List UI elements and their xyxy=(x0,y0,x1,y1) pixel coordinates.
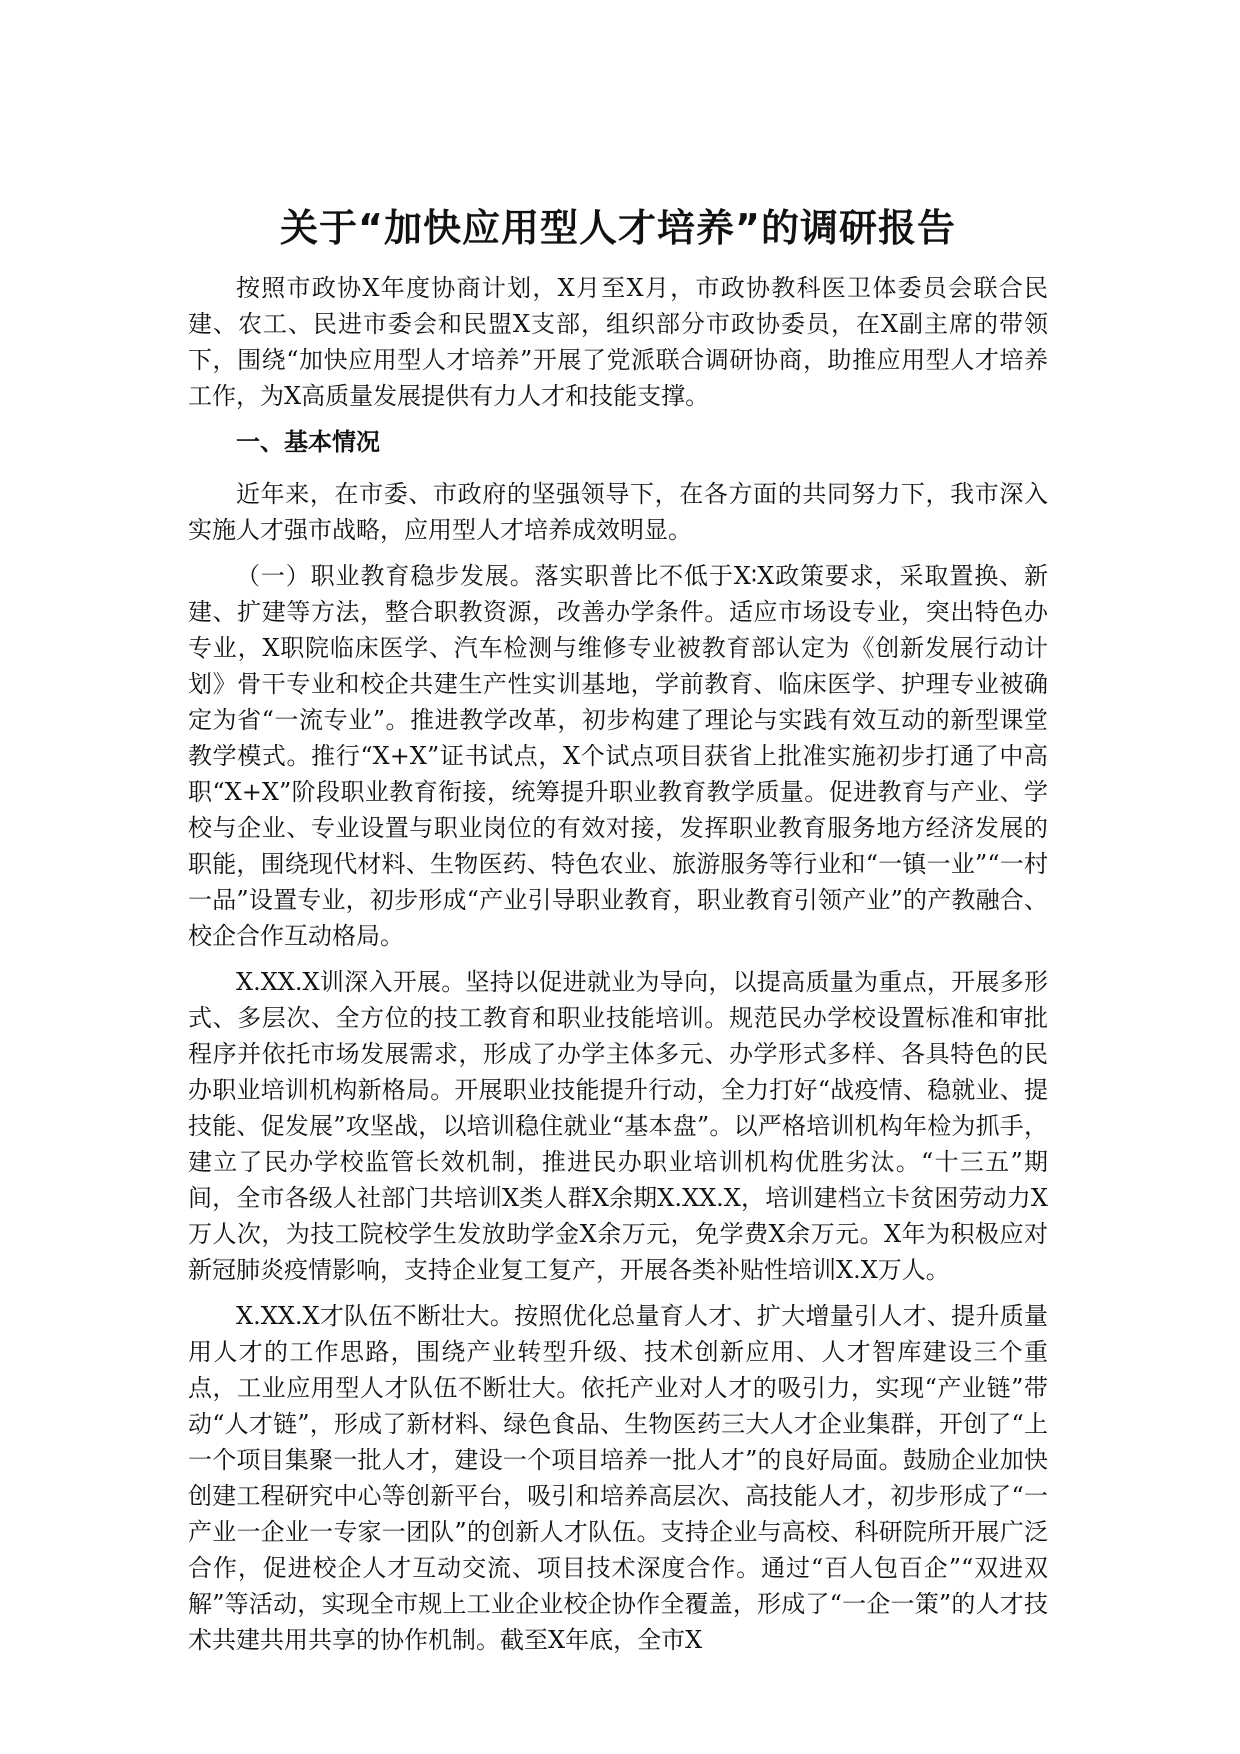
section-lead-paragraph: 近年来，在市委、市政府的坚强领导下，在各方面的共同努力下，我市深入实施人才强市战略，应用型人才培养成效明显。 xyxy=(188,480,1048,544)
section-heading: 一、基本情况 xyxy=(236,428,380,456)
vocational-education-paragraph: （一）职业教育稳步发展。落实职普比不低于X∶X政策要求，采取置换、新建、扩建等方法，整合职教资源，改善办学条件。适应市场设专业，突出特色办专业，X职院临床医学、汽车检测与维修专业被教育部认定为《创新发展行动计划》骨干专业和校企共建生产性实训基地，学前教育、临床医学、护理专业被确定为省“一流专业”。推进教学改革，初步构建了理论与实践有效互动的新型课堂教学模式。推行“X+X”证书试点，X个试点项目获省上批准实施初步打通了中高职“X+X”阶段职业教育衔接，统筹提升职业教育教学质量。促进教育与产业、学校与企业、专业设置与职业岗位的有效对接，发挥职业教育服务地方经济发展的职能，围绕现代材料、生物医药、特色农业、旅游服务等行业和“一镇一业”“一村一品”设置专业，初步形成“产业引导职业教育，职业教育引领产业”的产教融合、校企合作互动格局。 xyxy=(188,562,1048,950)
section-basic-situation xyxy=(188,424,1048,1658)
document-page xyxy=(188,200,1048,1670)
training-paragraph: X.XX.X训深入开展。坚持以促进就业为导向，以提高质量为重点，开展多形式、多层次、全方位的技工教育和职业技能培训。规范民办学校设置标准和审批程序并依托市场发展需求，形成了办学主体多元、办学形式多样、各具特色的民办职业培训机构新格局。开展职业技能提升行动，全力打好“战疫情、稳就业、提技能、促发展”攻坚战，以培训稳住就业“基本盘”。以严格培训机构年检为抓手，建立了民办学校监管长效机制，推进民办职业培训机构优胜劣汰。“十三五”期间，全市各级人社部门共培训X类人群X余期X.XX.X，培训建档立卡贫困劳动力X万人次，为技工院校学生发放助学金X余万元，免学费X余万元。X年为积极应对新冠肺炎疫情影响，支持企业复工复产，开展各类补贴性培训X.X万人。 xyxy=(188,968,1048,1284)
talent-team-paragraph: X.XX.X才队伍不断壮大。按照优化总量育人才、扩大增量引人才、提升质量用人才的工作思路，围绕产业转型升级、技术创新应用、人才智库建设三个重点，工业应用型人才队伍不断壮大。依托产业对人才的吸引力，实现“产业链”带动“人才链”，形成了新材料、绿色食品、生物医药三大人才企业集群，开创了“上一个项目集聚一批人才，建设一个项目培养一批人才”的良好局面。鼓励企业加快创建工程研究中心等创新平台，吸引和培养高层次、高技能人才，初步形成了“一产业一企业一专家一团队”的创新人才队伍。支持企业与高校、科研院所开展广泛合作，促进校企人才互动交流、项目技术深度合作。通过“百人包百企”“双进双解”等活动，实现全市规上工业企业校企协作全覆盖，形成了“一企一策”的人才技术共建共用共享的协作机制。截至X年底，全市X xyxy=(188,1302,1048,1654)
document-title: 关于“加快应用型人才培养”的调研报告 xyxy=(280,206,956,250)
intro-paragraph: 按照市政协X年度协商计划，X月至X月，市政协教科医卫体委员会联合民建、农工、民进市委会和民盟X支部，组织部分市政协委员，在X副主席的带领下，围绕“加快应用型人才培养”开展了党派联合调研协商，助推应用型人才培养工作，为X高质量发展提供有力人才和技能支撑。 xyxy=(188,274,1048,410)
